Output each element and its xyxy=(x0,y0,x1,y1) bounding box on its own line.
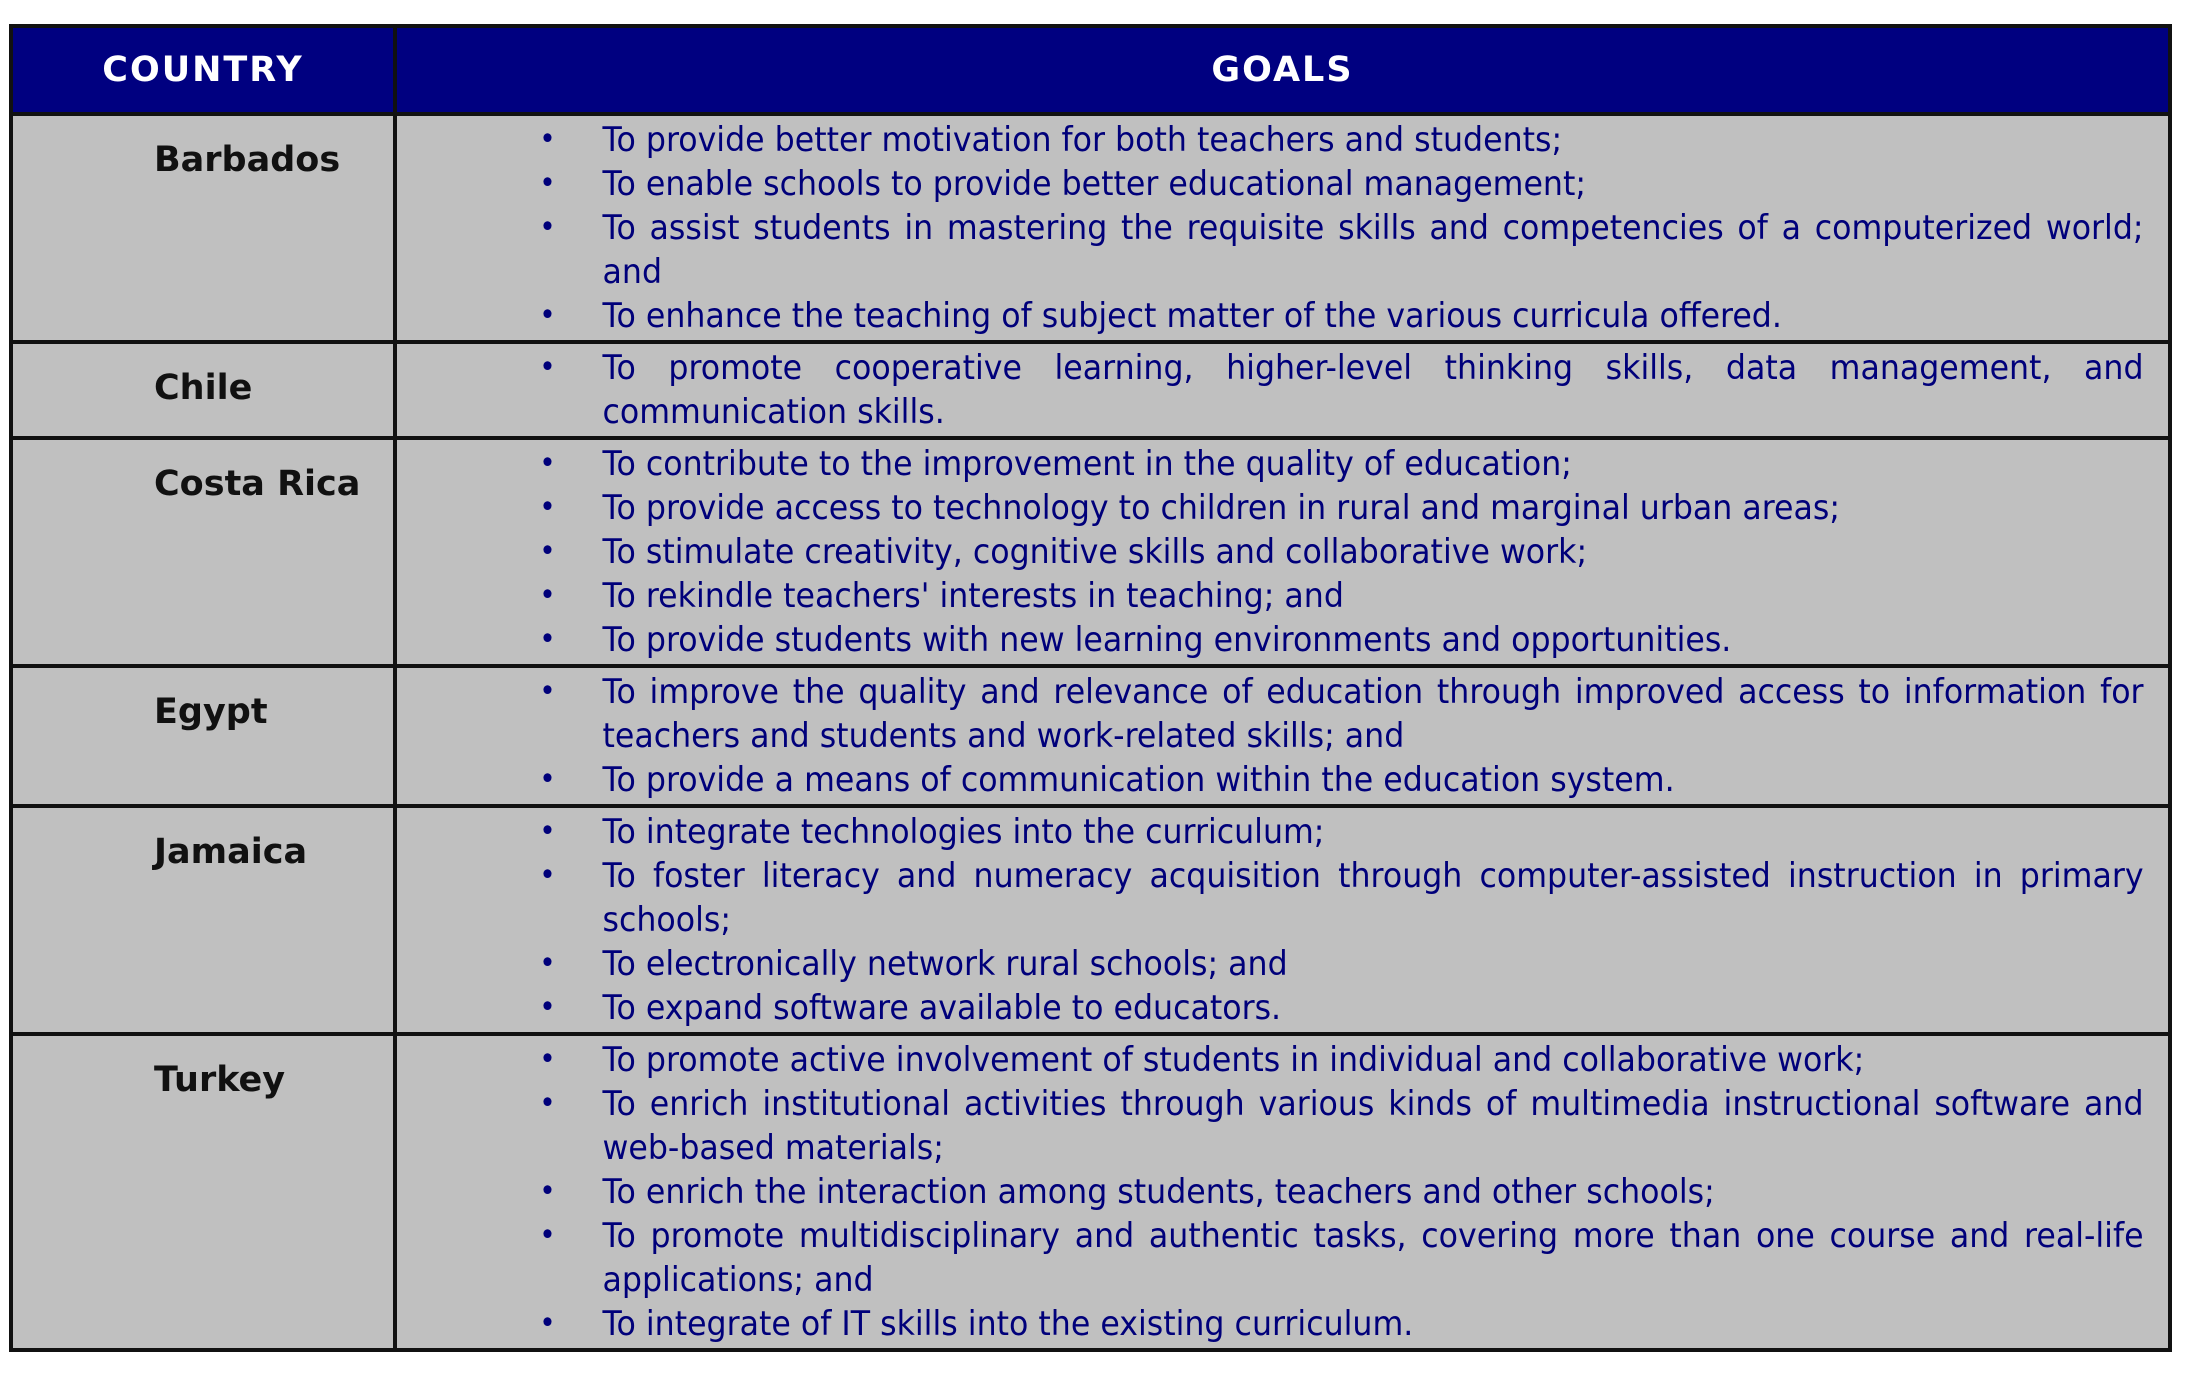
goal-text: To expand software available to educators. xyxy=(602,988,1282,1028)
goal-list xyxy=(397,810,2144,1030)
bullet-icon: • xyxy=(539,622,556,657)
goals-cell xyxy=(395,342,2170,438)
table-row xyxy=(11,1034,2170,1350)
goal-item xyxy=(397,162,2144,206)
bullet-icon: • xyxy=(539,298,556,333)
goal-list xyxy=(397,670,2144,802)
goal-list xyxy=(397,118,2144,338)
bullet-icon: • xyxy=(539,1042,556,1077)
bullet-icon: • xyxy=(539,350,556,385)
goal-text: To assist students in mastering the requisite skills and competencies of a computerized world; and xyxy=(602,208,2144,292)
country-cell: Jamaica xyxy=(11,806,395,1034)
table-body xyxy=(11,114,2170,1350)
goal-item xyxy=(397,1302,2144,1346)
goal-item xyxy=(397,810,2144,854)
bullet-icon: • xyxy=(539,674,556,709)
goals-table xyxy=(9,24,2172,1352)
table-row xyxy=(11,342,2170,438)
bullet-icon: • xyxy=(539,210,556,245)
bullet-icon: • xyxy=(539,1306,556,1341)
goals-cell xyxy=(395,114,2170,342)
goals-cell xyxy=(395,1034,2170,1350)
goal-text: To contribute to the improvement in the quality of education; xyxy=(602,444,1572,484)
goals-column-header: GOALS xyxy=(395,26,2170,114)
goal-item xyxy=(397,294,2144,338)
bullet-icon: • xyxy=(539,762,556,797)
goal-item xyxy=(397,670,2144,758)
goal-text: To enhance the teaching of subject matter of the various curricula offered. xyxy=(602,296,1782,336)
goal-text: To enrich institutional activities through various kinds of multimedia instructional software and web-based materials; xyxy=(602,1084,2144,1168)
country-cell: Chile xyxy=(11,342,395,438)
goal-text: To provide a means of communication within the education system. xyxy=(602,760,1675,800)
goal-item xyxy=(397,1038,2144,1082)
goal-text: To rekindle teachers' interests in teaching; and xyxy=(602,576,1344,616)
bullet-icon: • xyxy=(539,946,556,981)
table-row xyxy=(11,806,2170,1034)
country-cell: Egypt xyxy=(11,666,395,806)
goal-item xyxy=(397,986,2144,1030)
goal-item xyxy=(397,442,2144,486)
bullet-icon: • xyxy=(539,578,556,613)
goal-item xyxy=(397,1170,2144,1214)
country-cell: Turkey xyxy=(11,1034,395,1350)
bullet-icon: • xyxy=(539,990,556,1025)
goal-text: To electronically network rural schools; and xyxy=(602,944,1288,984)
bullet-icon: • xyxy=(539,1174,556,1209)
goal-item xyxy=(397,1214,2144,1302)
bullet-icon: • xyxy=(539,814,556,849)
bullet-icon: • xyxy=(539,534,556,569)
bullet-icon: • xyxy=(539,490,556,525)
goals-cell xyxy=(395,438,2170,666)
header-row xyxy=(11,26,2170,114)
bullet-icon: • xyxy=(539,446,556,481)
goal-text: To stimulate creativity, cognitive skills and collaborative work; xyxy=(602,532,1588,572)
goal-item xyxy=(397,530,2144,574)
table-row xyxy=(11,666,2170,806)
goals-cell xyxy=(395,666,2170,806)
goal-text: To foster literacy and numeracy acquisition through computer-assisted instruction in primary schools; xyxy=(602,856,2144,940)
goal-text: To promote cooperative learning, higher-level thinking skills, data management, and communication skills. xyxy=(602,348,2144,432)
goals-cell xyxy=(395,806,2170,1034)
goal-item xyxy=(397,618,2144,662)
country-cell: Barbados xyxy=(11,114,395,342)
goal-item xyxy=(397,854,2144,942)
goal-text: To provide access to technology to children in rural and marginal urban areas; xyxy=(602,488,1841,528)
bullet-icon: • xyxy=(539,858,556,893)
goal-text: To enrich the interaction among students, teachers and other schools; xyxy=(602,1172,1715,1212)
goal-list xyxy=(397,442,2144,662)
goal-text: To integrate of IT skills into the existing curriculum. xyxy=(602,1304,1414,1344)
country-column-header: COUNTRY xyxy=(11,26,395,114)
goal-list xyxy=(397,346,2144,434)
goal-item xyxy=(397,942,2144,986)
goal-item xyxy=(397,1082,2144,1170)
goal-item xyxy=(397,486,2144,530)
country-cell: Costa Rica xyxy=(11,438,395,666)
goal-text: To improve the quality and relevance of education through improved access to information for teachers and students and work-related skills; and xyxy=(602,672,2144,756)
goal-text: To provide students with new learning environments and opportunities. xyxy=(602,620,1732,660)
bullet-icon: • xyxy=(539,1218,556,1253)
goal-item xyxy=(397,346,2144,434)
bullet-icon: • xyxy=(539,166,556,201)
bullet-icon: • xyxy=(539,1086,556,1121)
bullet-icon: • xyxy=(539,122,556,157)
goal-item xyxy=(397,574,2144,618)
goal-text: To promote multidisciplinary and authentic tasks, covering more than one course and real-life applications; and xyxy=(602,1216,2144,1300)
goal-text: To provide better motivation for both teachers and students; xyxy=(602,120,1563,160)
goal-text: To integrate technologies into the curriculum; xyxy=(602,812,1325,852)
goal-text: To enable schools to provide better educational management; xyxy=(602,164,1587,204)
goal-item xyxy=(397,118,2144,162)
goal-item xyxy=(397,758,2144,802)
table-row xyxy=(11,438,2170,666)
table-row xyxy=(11,114,2170,342)
goal-list xyxy=(397,1038,2144,1346)
goal-item xyxy=(397,206,2144,294)
goal-text: To promote active involvement of students in individual and collaborative work; xyxy=(602,1040,1865,1080)
